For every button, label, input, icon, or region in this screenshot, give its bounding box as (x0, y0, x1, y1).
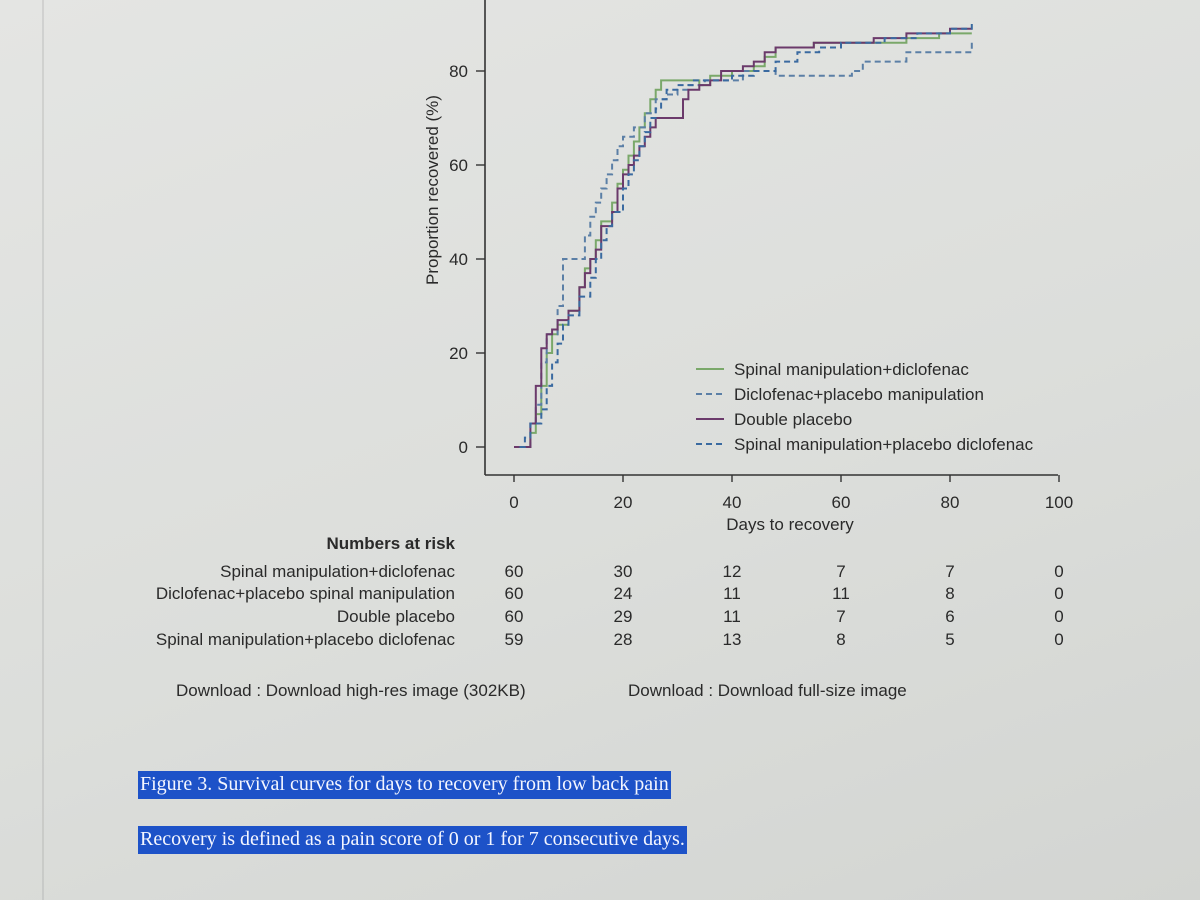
risk-value: 7 (836, 607, 846, 626)
risk-value: 12 (722, 562, 742, 581)
y-axis-title: Proportion recovered (%) (423, 95, 442, 285)
legend-label-2: Diclofenac+placebo manipulation (734, 385, 984, 404)
x-axis-title: Days to recovery (726, 515, 854, 534)
x-tick-label: 80 (940, 493, 960, 512)
risk-value: 0 (1054, 562, 1064, 581)
risk-value: 5 (945, 630, 955, 649)
risk-row-label: Double placebo (336, 607, 455, 626)
legend-label-4: Spinal manipulation+placebo diclofenac (734, 435, 1034, 454)
risk-value: 7 (945, 562, 955, 581)
risk-value: 28 (613, 630, 633, 649)
risk-value: 29 (613, 607, 633, 626)
risk-value: 11 (723, 584, 741, 603)
risk-row-label: Diclofenac+placebo spinal manipulation (155, 584, 455, 603)
risk-value: 11 (723, 607, 741, 626)
y-tick-label: 80 (449, 62, 468, 81)
risk-value: 13 (722, 630, 742, 649)
risk-value: 0 (1054, 630, 1064, 649)
numbers-at-risk-table (156, 534, 1064, 649)
risk-value: 8 (945, 584, 955, 603)
risk-value: 60 (504, 562, 524, 581)
y-tick-label: 0 (458, 438, 468, 457)
risk-value: 7 (836, 562, 846, 581)
x-tick-label: 60 (831, 493, 851, 512)
risk-value: 30 (613, 562, 633, 581)
numbers-at-risk-title: Numbers at risk (326, 534, 455, 553)
legend-label-1: Spinal manipulation+diclofenac (734, 360, 969, 379)
x-tick-label: 20 (613, 493, 633, 512)
risk-value: 60 (504, 607, 524, 626)
y-tick-label: 40 (449, 250, 468, 269)
risk-value: 0 (1054, 607, 1064, 626)
risk-value: 11 (832, 584, 850, 603)
download-high-res-link[interactable]: Download : Download high-res image (302KB) (176, 681, 526, 700)
figure-caption-title: Figure 3. Survival curves for days to recovery from low back pain (138, 771, 671, 799)
risk-row-label: Spinal manipulation+diclofenac (220, 562, 455, 581)
y-tick-label: 60 (449, 156, 468, 175)
risk-value: 8 (836, 630, 846, 649)
x-tick-label: 40 (722, 493, 742, 512)
risk-value: 6 (945, 607, 955, 626)
series-line-4 (520, 24, 972, 447)
risk-value: 60 (504, 584, 524, 603)
risk-value: 59 (504, 630, 524, 649)
legend-label-3: Double placebo (734, 410, 853, 429)
x-tick-label: 0 (509, 493, 519, 512)
y-tick-label: 20 (449, 344, 468, 363)
figure-caption-note: Recovery is defined as a pain score of 0 or 1 for 7 consecutive days. (138, 826, 687, 854)
download-full-size-link[interactable]: Download : Download full-size image (628, 681, 907, 700)
risk-row-label: Spinal manipulation+placebo diclofenac (155, 630, 455, 649)
risk-value: 24 (613, 584, 633, 603)
chart-legend (696, 360, 1034, 454)
chart-plot-area (514, 24, 972, 447)
risk-value: 0 (1054, 584, 1064, 603)
x-tick-label: 100 (1044, 493, 1074, 512)
